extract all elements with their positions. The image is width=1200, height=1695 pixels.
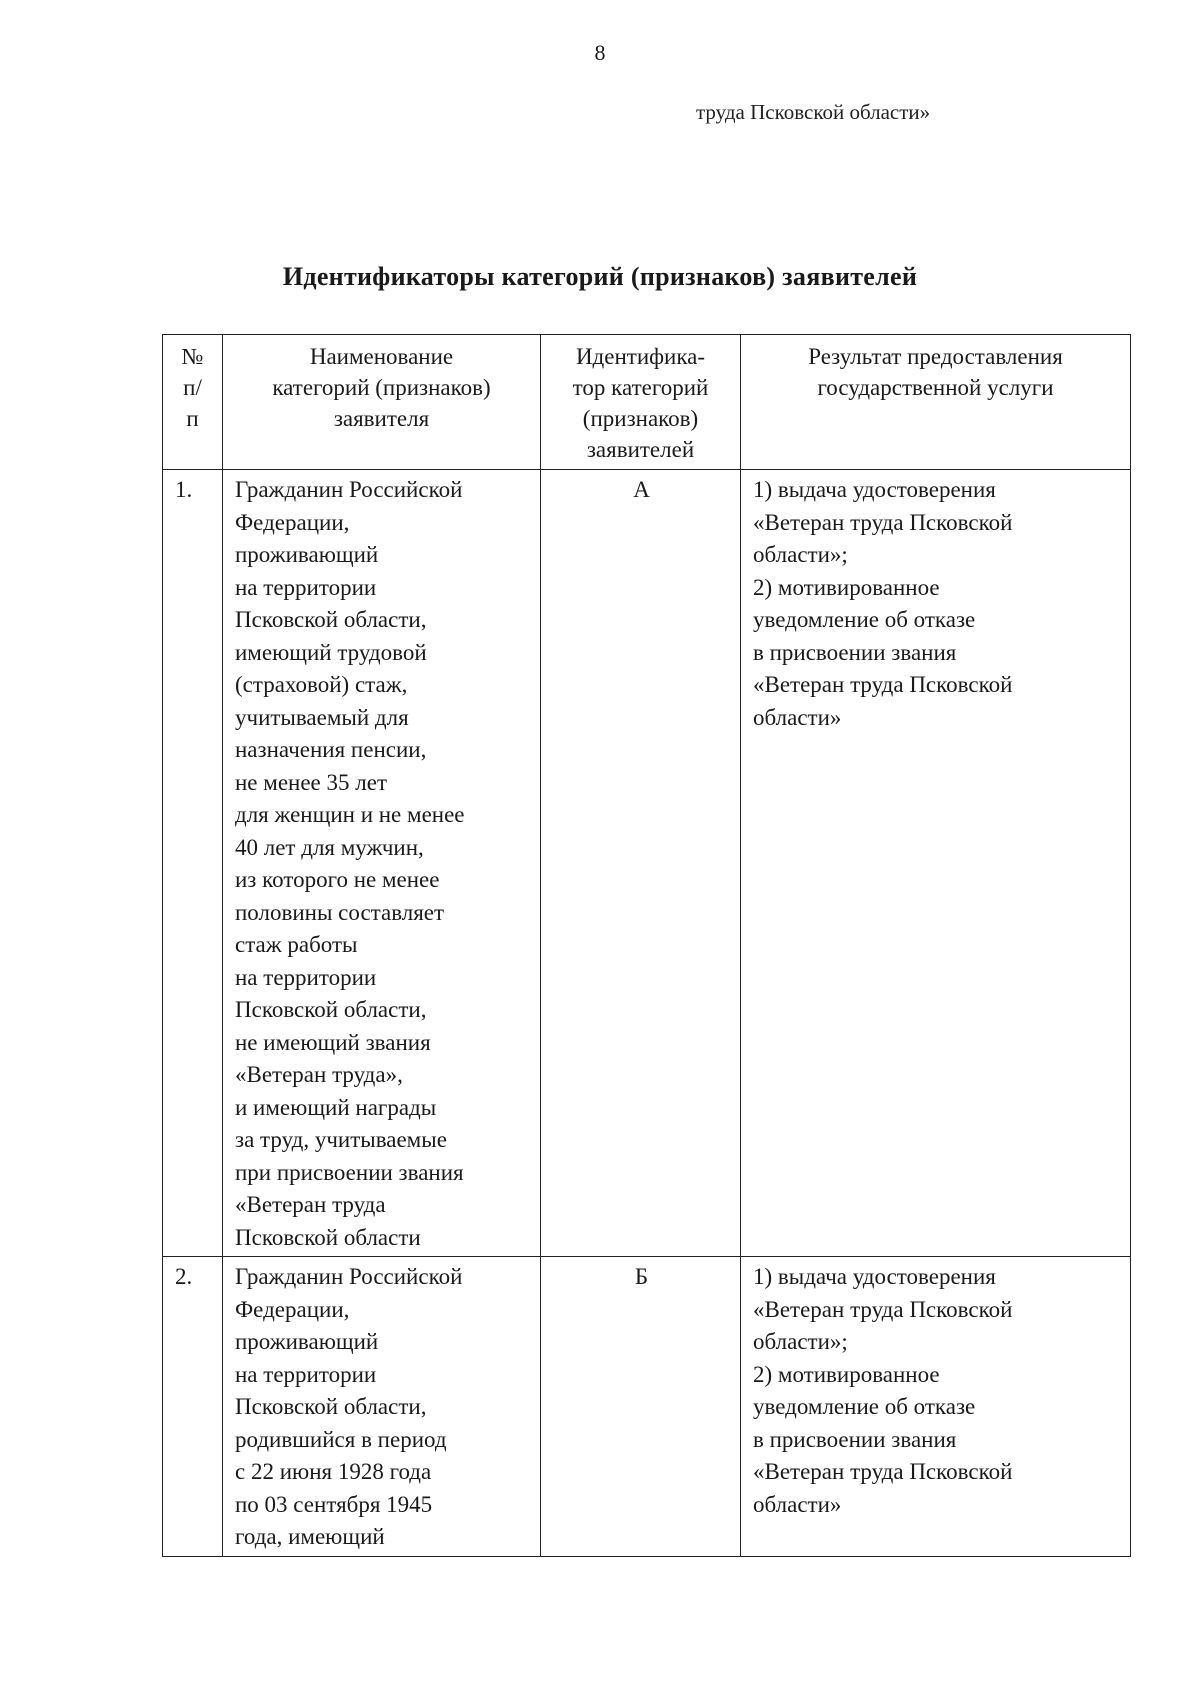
table-header-row (163, 335, 1131, 470)
category-cell: Гражданин Российской Федерации, проживающий на территории Псковской области, родившийся в период с 22 июня 1928 года по 03 сентября 1945 года, имеющий (223, 1257, 541, 1557)
table-row (163, 1257, 1131, 1557)
header-category-name: Наименование категорий (признаков) заявителя (223, 335, 541, 470)
running-header: труда Псковской области» (696, 100, 931, 124)
document-title: Идентификаторы категорий (признаков) заявителей (282, 262, 918, 291)
row-number: 1. (163, 470, 223, 1257)
result-cell: 1) выдача удостоверения «Ветеран труда Псковской области»; 2) мотивированное уведомление об отказе в присвоении звания «Ветеран труда Псковской области» (741, 470, 1131, 1257)
table-row (163, 470, 1131, 1257)
header-result: Результат предоставления государственной услуги (741, 335, 1131, 470)
row-number: 2. (163, 1257, 223, 1557)
identifiers-table (162, 334, 1131, 1557)
result-cell: 1) выдача удостоверения «Ветеран труда Псковской области»; 2) мотивированное уведомление об отказе в присвоении звания «Ветеран труда Псковской области» (741, 1257, 1131, 1557)
header-identifier: Идентифика- тор категорий (признаков) заявителей (541, 335, 741, 470)
header-number: № п/ п (163, 335, 223, 470)
identifier-cell: А (541, 470, 741, 1257)
category-cell: Гражданин Российской Федерации, проживающий на территории Псковской области, имеющий трудовой (страховой) стаж, учитываемый для назначения пенсии, не менее 35 лет для женщин и не менее 40 лет для мужчин, из которого не менее половины составляет стаж работы на территории Псковской области, не имеющий звания «Ветеран труда», и имеющий награды за труд, учитываемые при присвоении звания «Ветеран труда Псковской области (223, 470, 541, 1257)
identifier-cell: Б (541, 1257, 741, 1557)
page-number: 8 (594, 40, 606, 65)
